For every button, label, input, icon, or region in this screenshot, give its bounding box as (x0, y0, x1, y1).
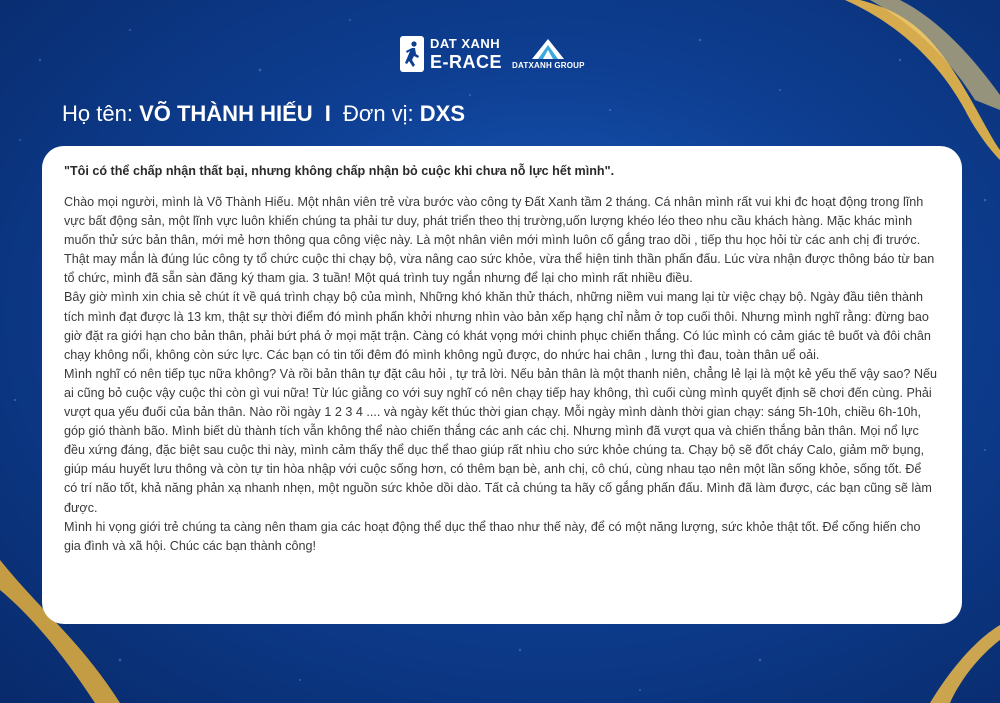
story-paragraph: Thật may mắn là đúng lúc công ty tổ chức cuộc thi chạy bộ, vừa nâng cao sức khỏe, vừa thể hiện tinh thần phấn đấu. Lúc vừa nhận được thông báo từ ban tổ chức, mình đã sẵn sàn đăng ký tham gia. 3 tuần! Một quá trình tuy ngắn nhưng để lại cho mình rất nhiều điều. (64, 252, 935, 286)
erace-wordmark (430, 37, 502, 71)
unit-label: Đơn vị: (343, 101, 414, 126)
story-card (42, 146, 962, 624)
name-value: VÕ THÀNH HIẾU (139, 101, 313, 126)
header-separator: I (324, 101, 331, 126)
participant-header (62, 101, 465, 127)
group-name: DATXANH GROUP (512, 61, 585, 70)
runner-icon (400, 36, 424, 72)
erace-line2: E-RACE (430, 52, 503, 72)
triangle-logo-icon (531, 38, 565, 60)
story-paragraph: Chào mọi người, mình là Võ Thành Hiếu. Một nhân viên trẻ vừa bước vào công ty Đất Xanh tầm 2 tháng. Cá nhân mình rất vui khi đc hoạt động trong lĩnh vực bất động sản, một lĩnh vực luôn khiến chúng ta phải tư duy, phát triển theo thị trường,uốn lượng khéo léo theo nhu cầu khách hàng. Mặc khác mình muốn thử sức bản thân, mới mẻ hơn thông qua công việc này. Là một nhân viên mới mình luôn cố gắng trao dồi , tiếp thu học hỏi từ các anh chị đi trước. (64, 195, 924, 248)
story-quote: "Tôi có thể chấp nhận thất bại, nhưng không chấp nhận bỏ cuộc khi chưa nỗ lực hết mình". (64, 164, 615, 178)
unit-value: DXS (419, 101, 466, 126)
story-paragraph: Bây giờ mình xin chia sẻ chút ít về quá trình chạy bộ của mình, Những khó khăn thử thách, những niềm vui mang lại từ việc chạy bộ. Ngày đầu tiên thành tích mình đạt được là 13 km, thật sự thời điểm đó mình phấn khởi nhưng nhìn vào bản xếp hạng chỉ nằm ở top cuối thôi. Nhưng mình nghĩ rằng: đừng bao giờ đặt ra giới hạn cho bản thân, phải bứt phá ở mọi mặt trận. Càng có khát vọng mới chinh phục chiến thắng. Có lúc mình có cảm giác tê buốt và đôi chân chạy không nổi, không còn sức lực. Các bạn có tin tối đêm đó mình không ngủ được, do nhức hai chân , lưng thì đau, toàn thân uể oải. (64, 290, 931, 362)
erace-line1: DAT XANH (430, 36, 501, 51)
story-paragraph: Mình nghĩ có nên tiếp tục nữa không? Và rồi bản thân tự đặt câu hỏi , tự trả lời. Nếu bản thân là một thanh niên, chẳng lẻ lại là một kẻ yếu thế vậy sao? Nếu ai cũng bỏ cuộc vậy cuộc thi còn gì vui nữa! Từ lúc giằng co với suy nghĩ có nên chạy tiếp hay không, thì cuối cùng mình quyết định sẽ chơi đến cùng. Phải vượt qua yếu đuối của bản thân. Nào rồi ngày 1 2 3 4 .... và ngày kết thúc thời gian chạy. Mỗi ngày mình dành thời gian chạy: sáng 5h-10h, chiều 6h-10h, góp gió thành bão. Mình biết dù thành tích vẫn không thể nào chiến thắng các anh các chị. Nhưng mình đã vượt qua và chiến thắng bản thân. Mọi nổ lực đều xứng đáng, đặc biệt sau cuộc thi này, mình cảm thấy thể dục thể thao giúp rất nhìu cho sức khỏe chúng ta. Chạy bộ sẽ đốt cháy Calo, giảm mỡ bụng, giúp máu huyết lưu thông và còn tự tin hòa nhập với cuộc sống hơn, có thêm bạn bè, anh chị, cô chú, cùng nhau tạo nên một lần sống khỏe, sống tốt. Để có trí não tốt, khả năng phản xạ nhanh nhẹn, một nguồn sức khỏe dồi dào. Tất cả chúng ta hãy cố gắng phấn đấu. Mình đã làm được, các bạn cũng sẽ làm được. (64, 366, 937, 515)
datxanh-group-logo (512, 38, 585, 70)
name-label: Họ tên: (62, 101, 133, 126)
event-logo (400, 30, 630, 78)
story-paragraph: Mình hi vọng giới trẻ chúng ta càng nên tham gia các hoạt động thể dục thể thao như thế này, để có một năng lượng, sức khỏe thật tốt. Để cống hiến cho gia đình và xã hội. Chúc các bạn thành công! (64, 519, 921, 553)
